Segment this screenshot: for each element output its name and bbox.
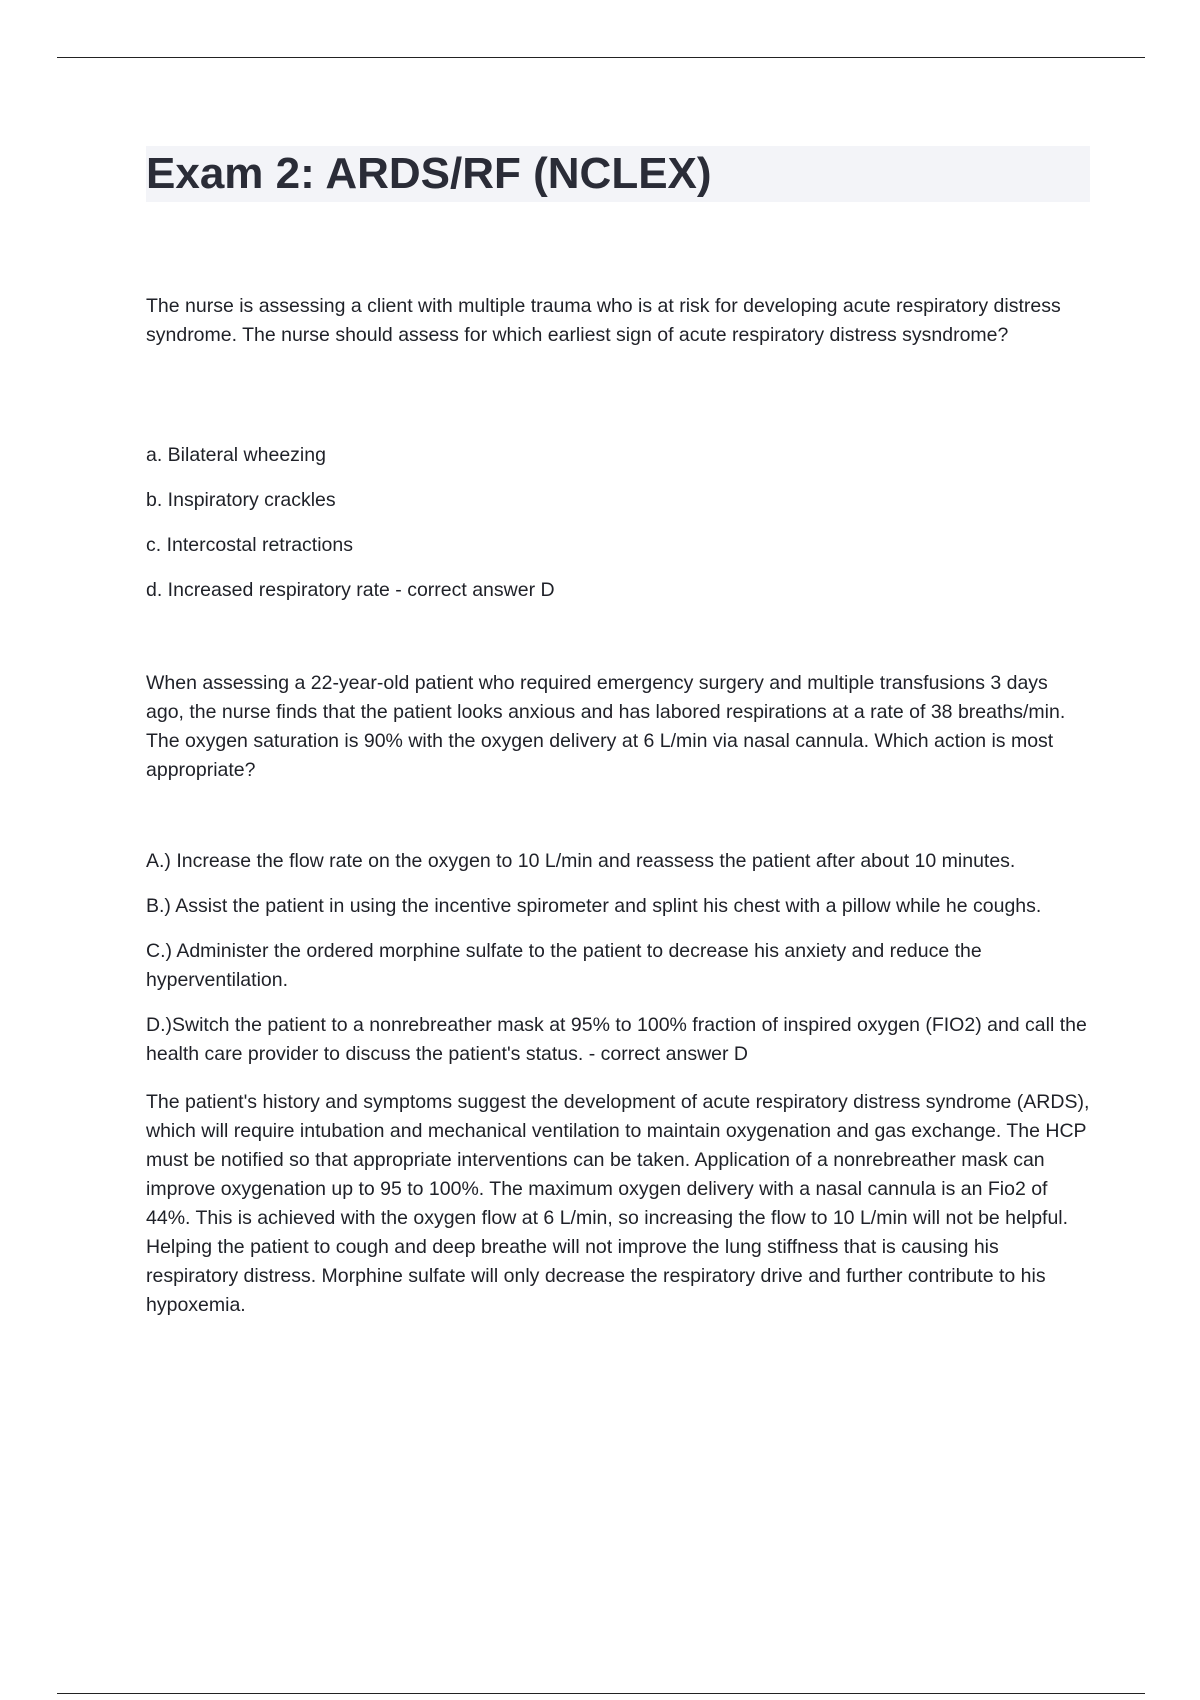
question-2-option-d: D.)Switch the patient to a nonrebreather mask at 95% to 100% fraction of inspired oxygen (FIO2) and call the health care provider to discuss the patient's status. - correct answer D	[146, 1014, 1087, 1065]
rationale-text: The patient's history and symptoms suggest the development of acute respiratory distress syndrome (ARDS), which will require intubation and mechanical ventilation to maintain oxygenation and gas exchange. The HCP must be notified so that appropriate interventions can be taken. Application of a nonrebreather mask can improve oxygenation up to 95 to 100%. The maximum oxygen delivery with a nasal cannula is an Fio2 of 44%. This is achieved with the oxygen flow at 6 L/min, so increasing the flow to 10 L/min will not be helpful. Helping the patient to cough and deep breathe will not improve the lung stiffness that is causing his respiratory distress. Morphine sulfate will only decrease the respiratory drive and further contribute to his hypoxemia.	[146, 1091, 1090, 1316]
question-2-options	[146, 847, 1090, 1085]
question-2-stem	[146, 669, 1090, 785]
question-1-options	[146, 441, 1090, 621]
question-2-option-c: C.) Administer the ordered morphine sulfate to the patient to decrease his anxiety and reduce the hyperventilation.	[146, 940, 982, 991]
top-divider	[57, 57, 1145, 58]
question-1-option-b: b. Inspiratory crackles	[146, 489, 336, 511]
question-2-rationale	[146, 1088, 1090, 1320]
question-2-option-b: B.) Assist the patient in using the incentive spirometer and splint his chest with a pillow while he coughs.	[146, 895, 1042, 917]
question-1-option-d: d. Increased respiratory rate - correct answer D	[146, 579, 555, 601]
bottom-divider	[57, 1693, 1145, 1694]
page-title: Exam 2: ARDS/RF (NCLEX)	[146, 149, 712, 198]
question-1-option-a: a. Bilateral wheezing	[146, 444, 326, 466]
question-2-text: When assessing a 22-year-old patient who required emergency surgery and multiple transfusions 3 days ago, the nurse finds that the patient looks anxious and has labored respirations at a rate of 38 breaths/min. The oxygen saturation is 90% with the oxygen delivery at 6 L/min via nasal cannula. Which action is most appropriate?	[146, 672, 1066, 781]
question-1-option-c: c. Intercostal retractions	[146, 534, 353, 556]
question-1-text: The nurse is assessing a client with multiple trauma who is at risk for developing acute respiratory distress syndrome. The nurse should assess for which earliest sign of acute respiratory distress sysndrome?	[146, 295, 1061, 346]
question-2-option-a: A.) Increase the flow rate on the oxygen to 10 L/min and reassess the patient after about 10 minutes.	[146, 850, 1016, 872]
question-1-stem	[146, 292, 1090, 350]
